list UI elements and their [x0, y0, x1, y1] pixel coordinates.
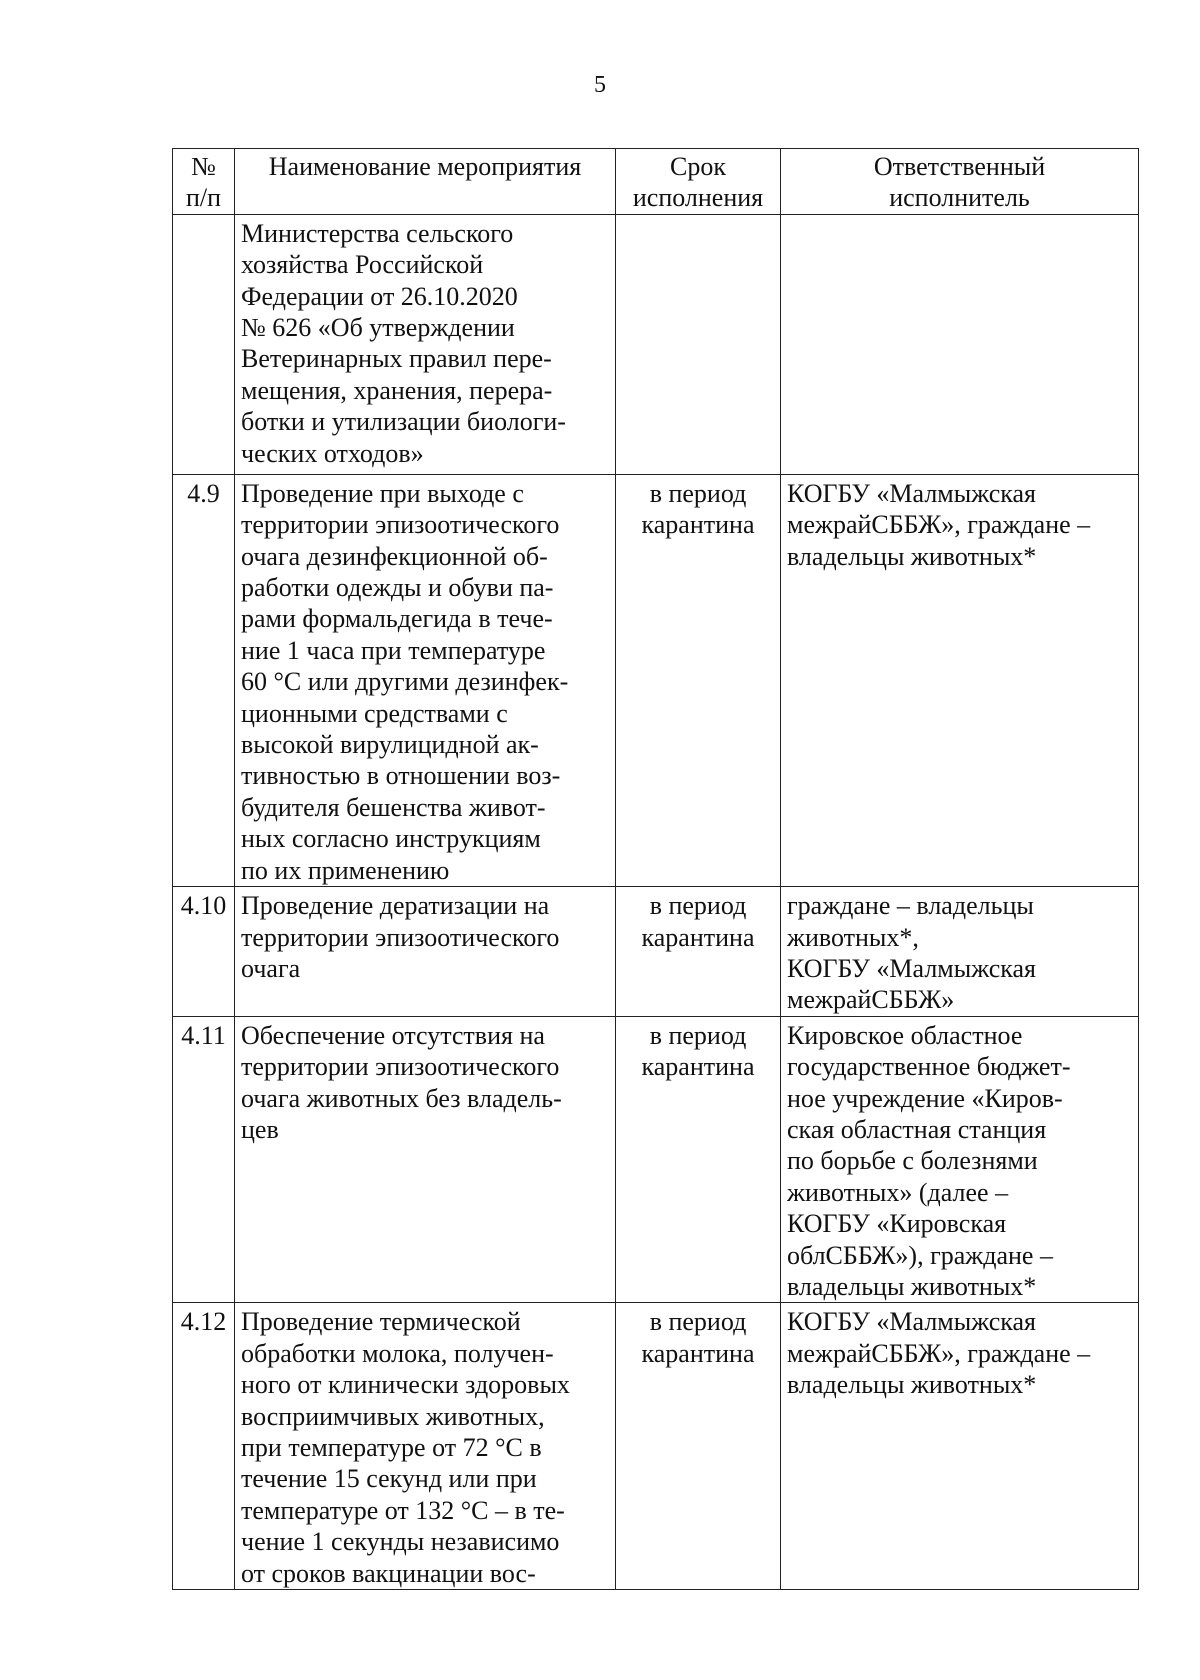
- text-line: обработки молока, получен-: [241, 1338, 554, 1368]
- deadline: [616, 1016, 781, 1303]
- text-line: исполнитель: [889, 183, 1030, 213]
- table-header-row: [173, 149, 1139, 215]
- text-line: очага: [241, 953, 301, 983]
- text-line: цев: [241, 1114, 279, 1144]
- text-line: будителя бешенства живот-: [241, 792, 546, 822]
- text-line: граждане – владельцы: [787, 891, 1034, 921]
- text-line: владельцы животных*: [787, 1271, 1037, 1301]
- text-line: Наименование мероприятия: [268, 152, 582, 181]
- text-line: КОГБУ «Малмыжская: [787, 478, 1036, 508]
- text-line: карантина: [641, 922, 755, 952]
- text-line: КОГБУ «Кировская: [787, 1209, 1007, 1239]
- text-line: мещения, хранения, перера-: [241, 375, 553, 405]
- text-line: течение 15 секунд или при: [241, 1464, 537, 1494]
- table-row: [173, 474, 1139, 886]
- text-line: Федерации от 26.10.2020: [241, 281, 518, 311]
- text-line: Обеспечение отсутствия на: [241, 1020, 545, 1050]
- text-line: чение 1 секунды независимо: [241, 1527, 560, 1557]
- text-line: Срок: [670, 152, 726, 181]
- text-line: облСББЖ»), граждане –: [787, 1240, 1053, 1270]
- text-line: тивностью в отношении воз-: [241, 761, 561, 791]
- text-line: межрайСББЖ», граждане –: [787, 510, 1091, 540]
- text-line: в период: [649, 478, 747, 508]
- text-line: ние 1 часа при температуре: [241, 635, 546, 665]
- measure-name: [235, 474, 616, 886]
- text-line: владельцы животных*: [787, 541, 1037, 571]
- responsible: [781, 1016, 1139, 1303]
- text-line: в период: [649, 1307, 747, 1337]
- text-line: высокой вирулицидной ак-: [241, 730, 539, 760]
- text-line: Проведение дератизации на: [241, 891, 550, 921]
- deadline: [616, 887, 781, 1017]
- measure-name: [235, 887, 616, 1017]
- text-line: п/п: [185, 183, 222, 213]
- text-line: рами формальдегида в тече-: [241, 604, 553, 634]
- text-line: работки одежды и обуви па-: [241, 573, 554, 603]
- text-line: 60 °С или другими дезинфек-: [241, 667, 569, 697]
- text-line: владельцы животных*: [787, 1370, 1037, 1400]
- row-number: 4.12: [173, 1303, 235, 1590]
- table-row: [173, 1016, 1139, 1303]
- page-number: 5: [594, 72, 606, 98]
- text-line: ного от клинически здоровых: [241, 1370, 570, 1400]
- text-line: очага животных без владель-: [241, 1083, 562, 1113]
- responsible: [781, 1303, 1139, 1590]
- measures-table: [172, 148, 1139, 1590]
- text-line: межрайСББЖ», граждане –: [787, 1338, 1091, 1368]
- text-line: Проведение при выходе с: [241, 478, 524, 508]
- text-line: КОГБУ «Малмыжская: [787, 1307, 1036, 1337]
- text-line: ционными средствами с: [241, 698, 508, 728]
- responsible: [781, 214, 1139, 474]
- header-number: [173, 149, 235, 215]
- row-number: [173, 214, 235, 474]
- table-row: [173, 887, 1139, 1017]
- text-line: ская областная станция: [787, 1114, 1047, 1144]
- header-deadline: [616, 149, 781, 215]
- row-number: 4.11: [173, 1016, 235, 1303]
- text-line: по их применению: [241, 855, 450, 885]
- text-line: ных согласно инструкциям: [241, 824, 541, 854]
- text-line: государственное бюджет-: [787, 1052, 1071, 1082]
- text-line: Министерства сельского: [241, 218, 514, 248]
- table-row: [173, 1303, 1139, 1590]
- text-line: животных*,: [787, 922, 919, 952]
- text-line: КОГБУ «Малмыжская: [787, 953, 1036, 983]
- text-line: Ответственный: [873, 152, 1046, 181]
- text-line: территории эпизоотического: [241, 1052, 560, 1082]
- text-line: №: [191, 152, 216, 181]
- text-line: по борьбе с болезнями: [787, 1146, 1038, 1176]
- measure-name: [235, 1303, 616, 1590]
- text-line: Ветеринарных правил пере-: [241, 344, 552, 374]
- text-line: Кировское областное: [787, 1020, 1023, 1050]
- deadline: [616, 1303, 781, 1590]
- text-line: исполнения: [632, 183, 764, 213]
- table-row: [173, 214, 1139, 474]
- text-line: № 626 «Об утверждении: [241, 313, 515, 343]
- text-line: при температуре от 72 °С в: [241, 1433, 542, 1462]
- text-line: ботки и утилизации биологи-: [241, 407, 566, 437]
- measure-name: [235, 214, 616, 474]
- text-line: ческих отходов»: [241, 438, 424, 468]
- row-number: 4.10: [173, 887, 235, 1017]
- text-line: ное учреждение «Киров-: [787, 1083, 1063, 1113]
- text-line: карантина: [641, 1052, 755, 1082]
- text-line: животных» (далее –: [787, 1177, 1009, 1207]
- text-line: хозяйства Российской: [241, 250, 484, 280]
- measure-name: [235, 1016, 616, 1303]
- row-number: 4.9: [173, 474, 235, 886]
- deadline: [616, 214, 781, 474]
- text-line: карантина: [641, 510, 755, 540]
- text-line: очага дезинфекционной об-: [241, 541, 548, 571]
- responsible: [781, 887, 1139, 1017]
- deadline: [616, 474, 781, 886]
- text-line: в период: [649, 1020, 747, 1050]
- text-line: карантина: [641, 1338, 755, 1368]
- text-line: территории эпизоотического: [241, 922, 560, 952]
- text-line: территории эпизоотического: [241, 510, 560, 540]
- text-line: восприимчивых животных,: [241, 1401, 545, 1431]
- text-line: межрайСББЖ»: [787, 985, 955, 1015]
- text-line: температуре от 132 °С – в те-: [241, 1495, 565, 1525]
- text-line: Проведение термической: [241, 1307, 521, 1337]
- header-measure-name: [235, 149, 616, 215]
- text-line: в период: [649, 891, 747, 921]
- header-responsible: [781, 149, 1139, 215]
- text-line: от сроков вакцинации вос-: [241, 1558, 536, 1588]
- responsible: [781, 474, 1139, 886]
